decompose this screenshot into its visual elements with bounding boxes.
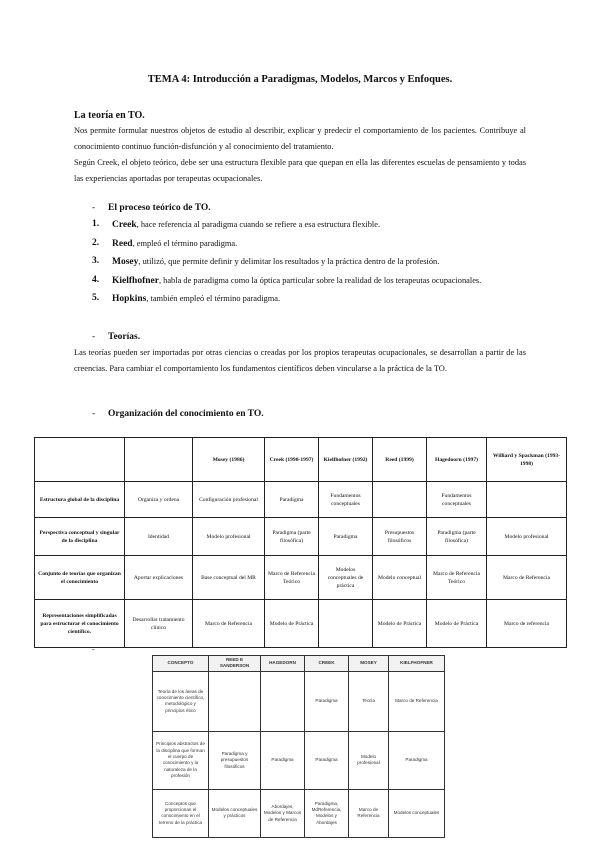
table-cell: Marco de Referencia [349,789,389,837]
table-cell: Paradigma (parte filosófica) [265,518,319,556]
list-item [74,217,526,234]
table-cell: Paradigma [305,671,349,731]
teorias-paragraph: Las teorías pueden ser importadas por otras ciencias o creadas por los propios terapeutas ocupacionales, se desarrollan a partir de las creencias. Para cambiar el comportamiento los fundamentos científicos deben vincularse a la práctica de la TO. [74,348,526,373]
table-cell: Modelo de Práctica [265,600,319,648]
item-number: 3. [92,256,100,266]
table-row-header: Representaciones simplificadas para estructurar el conocimiento científico. [35,600,125,648]
author-name: Creek [112,220,137,230]
table-header-cell: CONCEPTO [153,656,209,672]
item-text: , empleó el término paradigma. [132,238,238,248]
author-name: Hopkins [112,294,147,304]
table-row [35,556,567,600]
table-header-cell: Hagedoorn (1997) [427,438,487,482]
table-row-header: Conjunto de teorías que organizan el conocimiento [35,556,125,600]
table-cell: Paradigma (parte filosófica) [427,518,487,556]
bullet-dash: - [92,332,96,342]
table-cell: Configuración profesional [193,482,265,518]
bullet-dash: - [92,645,95,654]
page-title: TEMA 4: Introducción a Paradigmas, Modelos, Marcos y Enfoques. [147,74,453,85]
teoria-paragraph-2: Según Creek, el objeto teórico, debe ser una estructura flexible para que quepan en ella las diferentes escuelas de pensamiento y todas las experiencias aportadas por terapeutas ocupacionales. [74,158,526,183]
author-name: Kielfhofner [112,275,159,286]
item-text: , habla de paradigma como la óptica particular sobre la realidad de los terapeutas ocupacionales. [158,275,482,285]
table-header-row [35,438,567,482]
table-cell: Organiza y ordena [125,482,193,518]
table-cell: Marco de referencia [487,600,567,648]
item-number: 4. [92,274,100,285]
table-header-cell [125,438,193,482]
table-row-header: Estructura global de la disciplina [35,482,125,518]
table-row [35,518,567,556]
list-item [74,273,526,290]
section-heading-proceso [92,203,211,213]
teorias-heading-text: Teorías. [108,332,141,342]
proceso-list [74,217,526,310]
table-cell: Marco de Referencia [389,671,445,731]
table-cell: Modelo profesional [487,518,567,556]
table-cell [261,671,305,731]
table-row-header: Perspectiva conceptual y singular de la disciplina [35,518,125,556]
table-cell: Fundamentos conceptuales [319,482,373,518]
table-cell: Principios abstractos de la disciplina que forman el cuerpo de conocimiento y la naturaleza de la profesión [153,731,209,789]
table-cell: Conceptos que proporcionan el conocimiento en el terreno de la práctica [153,789,209,837]
table-cell: Abordajes, Modelos y Marcos de Referencia [261,789,305,837]
table-cell: Teoría [349,671,389,731]
table-header-cell: KIELFHOFNER [389,656,445,672]
table-cell: Marco de Referencia Teórico [427,556,487,600]
table-header-cell: REED E SANDERSON [209,656,261,672]
table-cell: Desarrollar tratamiento clínico [125,600,193,648]
bullet-dash: - [92,203,96,213]
table-cell: Marco de Referencia [193,600,265,648]
item-number: 5. [92,293,100,303]
table-cell: Modelo conceptual [373,556,427,600]
table-header-cell: CREEK [305,656,349,672]
item-number: 2. [92,237,100,248]
table-cell: Paradigma [319,518,373,556]
table-cell: Marco de Referencia [487,556,567,600]
author-name: Reed [112,238,133,249]
list-item [74,236,526,253]
list-item [74,291,526,308]
table-header-row [153,656,445,672]
table-header-cell: MOSEY [349,656,389,672]
table-row [35,482,567,518]
table-header-cell: Reed (1999) [373,438,427,482]
table-cell: Paradigma, MdReferencia, Modelos y Abordajes [305,789,349,837]
table-header-cell: HAGEDORN [261,656,305,672]
item-text: , también empleó el término paradigma. [146,294,281,303]
table-cell: Paradigma [261,731,305,789]
table-cell: Modelo de Práctica [373,600,427,648]
table-cell [209,671,261,731]
item-text: , utilizó, que permite definir y delimitar los resultados y la práctica dentro de la profesión. [138,257,440,266]
teoria-paragraph-1: Nos permite formular nuestros objetos de estudio al describir, explicar y predecir el comportamiento de los pacientes. Contribuye al conocimiento continuo función-disfunción y al conocimiento del tratamiento. [74,126,526,151]
table-cell: Presupuestos filosóficos [373,518,427,556]
author-name: Mosey [112,257,139,267]
table-cell: Paradigma [265,482,319,518]
bullet-dash: - [92,409,96,419]
knowledge-table [34,437,567,648]
proceso-heading-text: El proceso teórico de TO. [108,203,211,213]
table-cell: Modelo profesional [193,518,265,556]
table-row [153,731,445,789]
section-heading-teorias [92,332,140,342]
table-cell: Paradigma [305,731,349,789]
table-cell: Base conceptual del MR [193,556,265,600]
table-cell: Paradigma [389,731,445,789]
table-header-cell [35,438,125,482]
table-cell: Teoría de los áreas de conocimiento científico, metodológico y principios ético [153,671,209,731]
table-cell: Identidad [125,518,193,556]
table-header-cell: Mosey (1986) [193,438,265,482]
table-cell: Fundamentos conceptuales [427,482,487,518]
table-cell: Aportar explicaciones [125,556,193,600]
table-cell [487,482,567,518]
section-heading-teoria: La teoría en TO. [74,110,145,121]
table-row [153,671,445,731]
item-number: 1. [92,219,100,229]
table-cell: Paradigma y presupuestos filosóficos [209,731,261,789]
table-cell: Modelos conceptuales y prácticos [209,789,261,837]
table-row [35,600,567,648]
item-text: , hace referencia al paradigma cuando se refiere a esa estructura flexible. [136,220,381,229]
table-cell: Marco de Referencia Teórico [265,556,319,600]
table-cell [373,482,427,518]
table-cell: Modelos conceptuales [389,789,445,837]
table-cell [319,600,373,648]
concepts-table [152,655,445,838]
table-header-cell: Creek (1990-1997) [265,438,319,482]
table-row [153,789,445,837]
table-header-cell: Williard y Spackman (1993-1998) [487,438,567,482]
table-cell: Modelo de Práctica [427,600,487,648]
list-item [74,254,526,271]
table-cell: Modelo profesional [349,731,389,789]
section-heading-organizacion [92,409,264,419]
organizacion-heading-text: Organización del conocimiento en TO. [108,409,264,419]
table-header-cell: Kielfhofner (1992) [319,438,373,482]
table-cell: Modelos conceptuales de práctica [319,556,373,600]
